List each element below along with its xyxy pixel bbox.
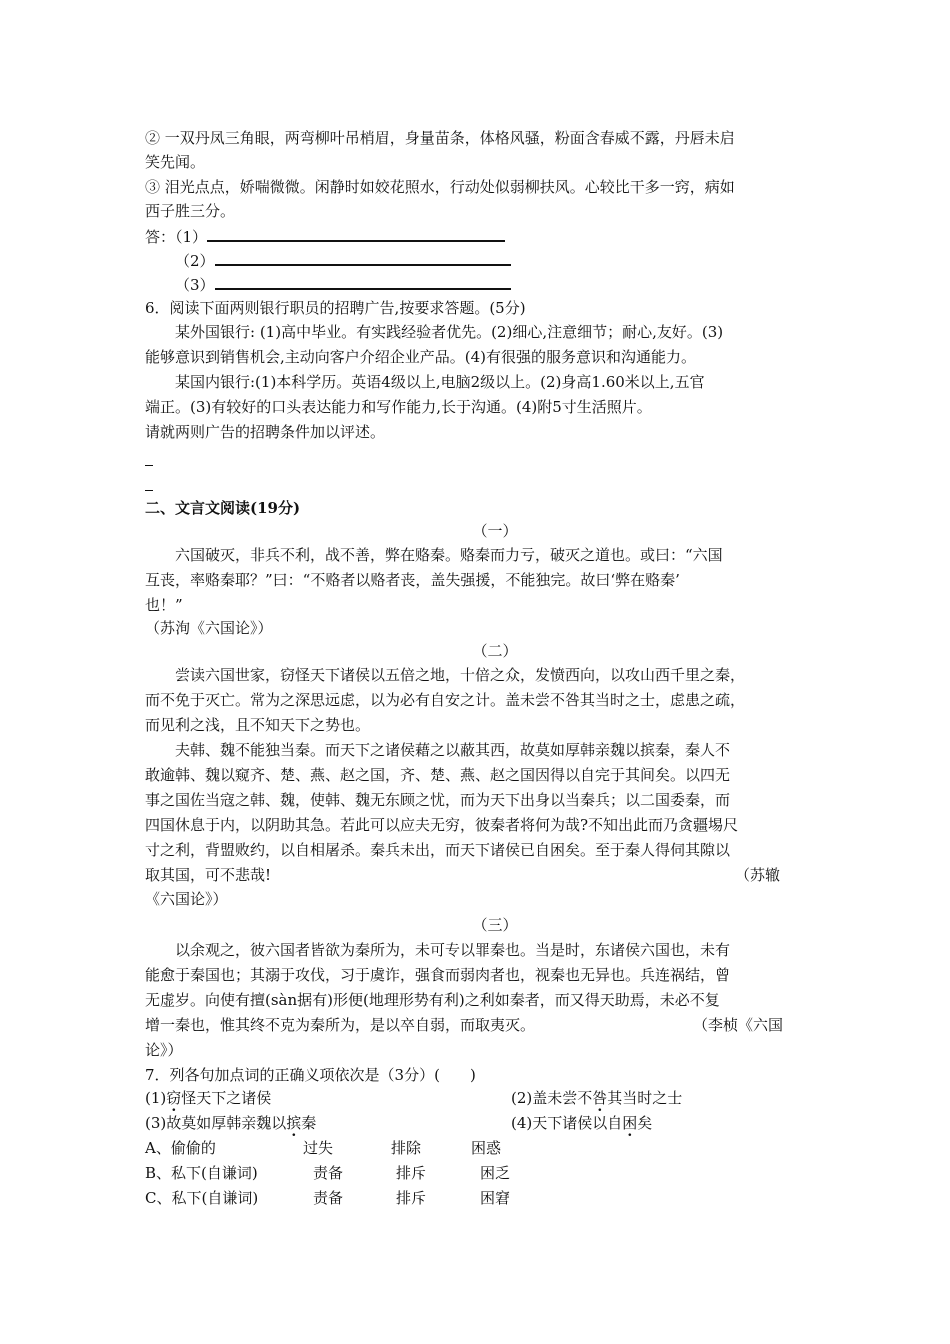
part1-label: （一）: [472, 522, 518, 540]
p3-line1: 夫韩、魏不能独当秦。而天下之诸侯藉之以蔽其西，故莫如厚韩亲魏以摈秦，秦人不: [175, 741, 731, 759]
answer-label: 答：（1）: [145, 228, 208, 246]
p3-line4: 四国休息于内，以阴助其急。若此可以应夫无穷，彼秦者将何为哉?不知出此而乃贪疆埸尺: [145, 816, 739, 834]
option-b-meaning-4: 困乏: [480, 1164, 511, 1182]
option-b-label: B、私下(自谦词): [145, 1164, 258, 1182]
answer-blank-3[interactable]: [215, 274, 511, 290]
s3-prefix: (3)故莫如厚韩亲魏以: [145, 1114, 287, 1132]
option-c-meaning-2: 责备: [313, 1189, 344, 1207]
s2-suffix: 其当时之士: [607, 1089, 683, 1107]
p4-source-part1: （李桢《六国: [693, 1016, 784, 1034]
answer-number-2: （2）: [175, 252, 215, 270]
option-c-meaning-4: 困窘: [480, 1189, 511, 1207]
option-b-meaning-3: 排斥: [396, 1164, 427, 1182]
q7-sentence-2: [511, 1088, 682, 1108]
s4-suffix: 矣: [637, 1114, 653, 1132]
answer-dash-1[interactable]: [145, 465, 153, 466]
q6-prompt: 请就两则广告的招聘条件加以评述。: [145, 423, 386, 441]
p1-line3: 也！”: [145, 596, 183, 614]
part2-label: （二）: [472, 642, 518, 660]
p3-source-part1: （苏辙: [735, 866, 781, 884]
q5-answer-row-2: [175, 250, 511, 271]
part3-label: （三）: [472, 916, 518, 934]
q5-item3-line1: ③ 泪光点点，娇喘微微。闲静时如姣花照水，行动处似弱柳扶风。心较比干多一窍，病如: [145, 178, 735, 196]
q7-sentence-1: [145, 1088, 271, 1108]
p2-line1: 尝读六国世家，窃怪天下诸侯以五倍之地，十倍之众，发愤西向，以攻山西千里之秦，: [175, 666, 746, 684]
s3-suffix: 秦: [301, 1114, 317, 1132]
q5-answer-row-3: [175, 274, 511, 295]
section2-title: 二、文言文阅读(19分): [145, 499, 301, 517]
q7-sentence-4: [511, 1113, 652, 1133]
s1-prefix: (1): [145, 1089, 167, 1107]
s1-suffix: 怪天下之诸侯: [181, 1089, 272, 1107]
p3-source-part2: 《六国论》）: [145, 890, 228, 908]
s4-dotted-word: 困: [622, 1114, 638, 1132]
q7-sentence-3: [145, 1113, 316, 1133]
q6-domestic-line2: 端正。(3)有较好的口头表达能力和写作能力,长于沟通。(4)附5寸生活照片。: [145, 398, 652, 416]
s2-dotted-word: 咎: [592, 1089, 608, 1107]
s1-dotted-word: 窃: [166, 1089, 182, 1107]
s2-prefix: (2)盖未尝不: [511, 1089, 593, 1107]
q6-title: 6．阅读下面两则银行职员的招聘广告,按要求答题。(5分): [145, 299, 526, 317]
q5-item2-line2: 笑先闻。: [145, 153, 206, 171]
q6-domestic-line1: 某国内银行:(1)本科学历。英语4级以上,电脑2级以上。(2)身高1.60米以上,五官: [175, 373, 705, 391]
s4-prefix: (4)天下诸侯以自: [511, 1114, 623, 1132]
answer-blank-1[interactable]: [207, 226, 505, 242]
q5-answer-row-1: [145, 226, 505, 247]
option-b-meaning-2: 责备: [313, 1164, 344, 1182]
q5-item2-line1: ② 一双丹凤三角眼，两弯柳叶吊梢眉，身量苗条，体格风骚，粉面含春威不露，丹唇未启: [145, 129, 735, 147]
p4-line1: 以余观之，彼六国者皆欲为秦所为，未可专以罪秦也。当是时，东诸侯六国也，未有: [175, 941, 731, 959]
s3-dotted-word: 摈: [286, 1114, 302, 1132]
answer-dash-2[interactable]: [145, 490, 153, 491]
option-a-meaning-4: 困惑: [471, 1139, 502, 1157]
option-a-meaning-3: 排除: [391, 1139, 422, 1157]
p3-line2: 敢逾韩、魏以窥齐、楚、燕、赵之国，齐、楚、燕、赵之国因得以自完于其间矣。以四无: [145, 766, 731, 784]
p3-line6: 取其国，可不悲哉!: [145, 866, 272, 884]
p1-source: （苏洵《六国论》）: [145, 619, 273, 637]
p3-line5: 寸之利，背盟败约，以自相屠杀。秦兵未出，而天下诸侯已自困矣。至于秦人得伺其隙以: [145, 841, 731, 859]
option-c-meaning-3: 排斥: [396, 1189, 427, 1207]
option-a-meaning-2: 过失: [303, 1139, 334, 1157]
q6-foreign-line2: 能够意识到销售机会,主动向客户介绍企业产品。(4)有很强的服务意识和沟通能力。: [145, 348, 697, 366]
p3-line3: 事之国佐当寇之韩、魏，使韩、魏无东顾之忧，而为天下出身以当秦兵；以二国委秦，而: [145, 791, 731, 809]
answer-number-3: （3）: [175, 276, 215, 294]
option-a-label: A、偷偷的: [145, 1139, 216, 1157]
answer-blank-2[interactable]: [215, 250, 511, 266]
p4-line2: 能愈于秦国也；其溺于攻伐，习于虞诈，强食而弱肉者也，视秦也无异也。兵连祸结，曾: [145, 966, 731, 984]
p2-line2: 而不免于灭亡。常为之深思远虑，以为必有自安之计。盖未尝不咎其当时之士，虑患之疏，: [145, 691, 746, 709]
q5-item3-line2: 西子胜三分。: [145, 202, 236, 220]
p4-line4: 增一秦也，惟其终不克为秦所为，是以卒自弱，而取夷灭。: [145, 1016, 536, 1034]
p1-line2: 互丧，率赂秦耶？”曰：“不赂者以赂者丧，盖失强援，不能独完。故曰‘弊在赂秦’: [145, 571, 680, 589]
p2-line3: 而见利之浅，且不知天下之势也。: [145, 716, 371, 734]
p4-line3: 无虚岁。向使有擅(sàn据有)形便(地理形势有利)之利如秦者，而又得天助焉，未必不复: [145, 991, 720, 1009]
p1-line1: 六国破灭，非兵不利，战不善，弊在赂秦。赂秦而力亏，破灭之道也。或曰：“六国: [175, 546, 723, 564]
p4-source-part2: 论》）: [145, 1041, 183, 1059]
q6-foreign-line1: 某外国银行: (1)高中毕业。有实践经验者优先。(2)细心,注意细节；耐心,友好。(3): [175, 323, 724, 341]
option-c-label: C、私下(自谦词): [145, 1189, 259, 1207]
q7-title: 7．列各句加点词的正确义项依次是（3分）( ): [145, 1066, 476, 1084]
